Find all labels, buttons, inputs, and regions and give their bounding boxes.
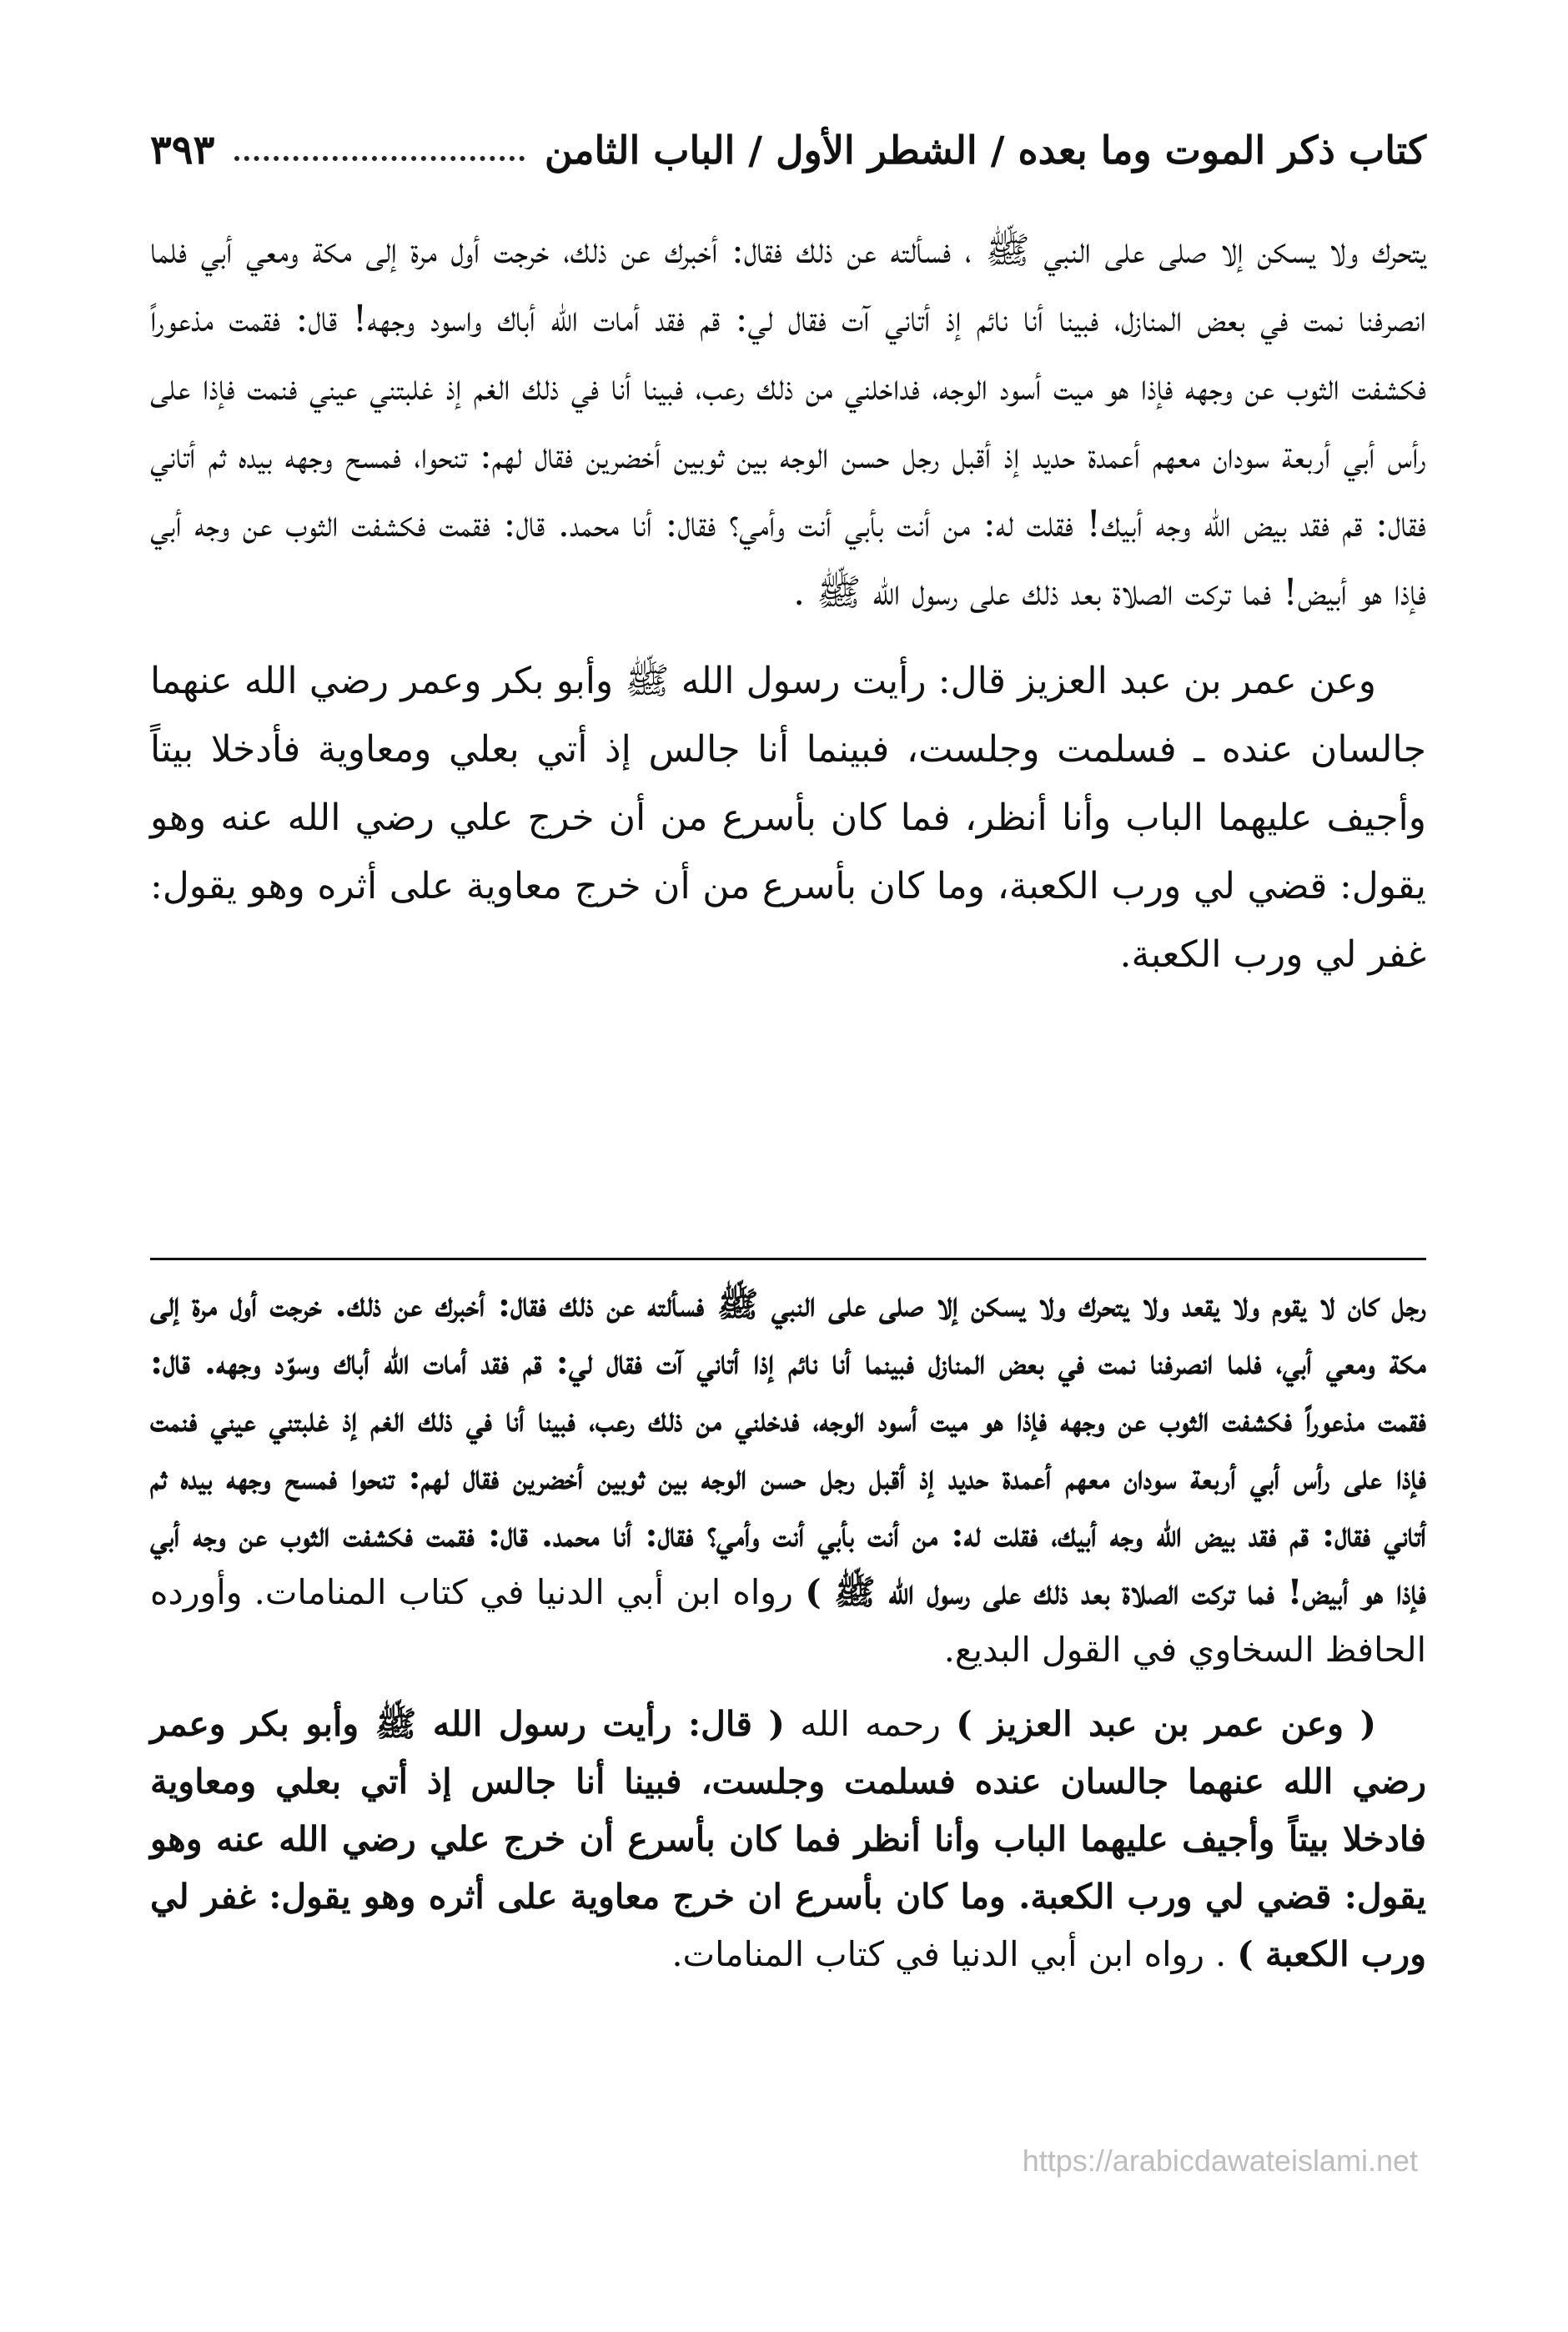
footnote-separator [150, 1258, 1426, 1260]
commentary-text [150, 1276, 1426, 2000]
commentary-source-2: . رواه ابن أبي الدنيا في كتاب المنامات. [671, 1934, 1238, 1974]
commentary-paragraph-2 [150, 1696, 1426, 1983]
main-paragraph-1: يتحرك ولا يسكن إلا صلى على النبي ﷺ ، فسألته عن ذلك فقال: أخبرك عن ذلك، خرجت أول مرة إلى مكة ومعي أبي فلما انصرفنا نمت في بعض المنازل، فبينا أنا نائم إذ أتاني آت فقال لي: قم فقد أمات الله أباك واسود وجهه! قال: فقمت مذعوراً فكشفت الثوب عن وجهه فإذا هو ميت أسود الوجه، فداخلني من ذلك رعب، فبينا أنا في ذلك الغم إذ غلبتني عيني فنمت فإذا على رأس أبي أربعة سودان معهم أعمدة حديد إذ أقبل رجل حسن الوجه بين ثوبين أخضرين فقال لهم: تنحوا، فمسح وجهه بيده ثم أتاني فقال: قم فقد بيض الله وجه أبيك! فقلت له: من أنت بأبي أنت وأمي؟ فقال: أنا محمد. قال: فقمت فكشفت الثوب عن وجه أبي فإذا هو أبيض! فما تركت الصلاة بعد ذلك على رسول الله ﷺ . [150, 229, 1426, 614]
site-watermark: https://arabicdawateislami.net [1022, 2144, 1418, 2178]
commentary-quote-body: ( قال: رأيت رسول الله ﷺ وأبو بكر وعمر رضي الله عنهما جالسان عنده فسلمت وجلست، فبينا أنا جالس إذ أتي بعلي ومعاوية فادخلا بيتاً وأجيف عليهما الباب وأنا أنظر فما كان بأسرع أن خرج علي رضي الله عنه وهو يقول: قضي لي ورب الكعبة. وما كان بأسرع ان خرج معاوية على أثره وهو يقول: غفر لي ورب الكعبة ) [150, 1704, 1426, 1974]
commentary-quote: رجل كان لا يقوم ولا يقعد ولا يتحرك ولا يسكن إلا صلى على النبي ﷺ فسألته عن ذلك فقال: أخبرك عن ذلك. خرجت أول مرة إلى مكة ومعي أبي، فلما انصرفنا نمت في بعض المنازل فبينما أنا نائم إذا أتاني آت فقال لي: قم فقد أمات الله أباك وسوّد وجهه. قال: فقمت مذعوراً فكشفت الثوب عن وجهه فإذا هو ميت أسود الوجه، فدخلني من ذلك رعب، فبينا أنا في ذلك الغم إذ غلبتني عيني فنمت فإذا على رأس أبي أربعة سودان معهم أعمدة حديد إذ أقبل رجل حسن الوجه بين ثوبين أخضرين فقال لهم: تنحوا فمسح وجهه بيده ثم أتاني فقال: قم فقد بيض الله وجه أبيك، فقلت له: من أنت بأبي أنت وأمي؟ فقال: أنا محمد. قال: فقمت فكشفت الثوب عن وجه أبي فإذا هو أبيض! فما تركت الصلاة بعد ذلك على رسول الله ﷺ ) [150, 1284, 1427, 1612]
main-paragraph-2: وعن عمر بن عبد العزيز قال: رأيت رسول الله ﷺ وأبو بكر وعمر رضي الله عنهما جالسان عنده ـ فسلمت وجلست، فبينما أنا جالس إذ أتي بعلي ومعاوية فأدخلا بيتاً وأجيف عليهما الباب وأنا أنظر، فما كان بأسرع من أن خرج علي رضي الله عنه وهو يقول: قضي لي ورب الكعبة، وما كان بأسرع من أن خرج معاوية على أثره وهو يقول: غفر لي ورب الكعبة. [150, 660, 1426, 976]
commentary-paragraph-1 [150, 1276, 1426, 1679]
commentary-source: رواه ابن أبي الدنيا في كتاب المنامات. وأورده الحافظ السخاوي في القول البديع. [150, 1572, 1426, 1670]
header-dot-leader [234, 156, 525, 161]
page-header [150, 117, 1426, 183]
commentary-quote-open: ( وعن عمر بن عبد العزيز ) [956, 1704, 1376, 1744]
running-title: كتاب ذكر الموت وما بعده / الشطر الأول / الباب الثامن [544, 128, 1426, 173]
page-number: ٣٩٣ [150, 127, 215, 173]
commentary-invocation: رحمه الله [784, 1704, 957, 1744]
main-text [150, 217, 1426, 1009]
